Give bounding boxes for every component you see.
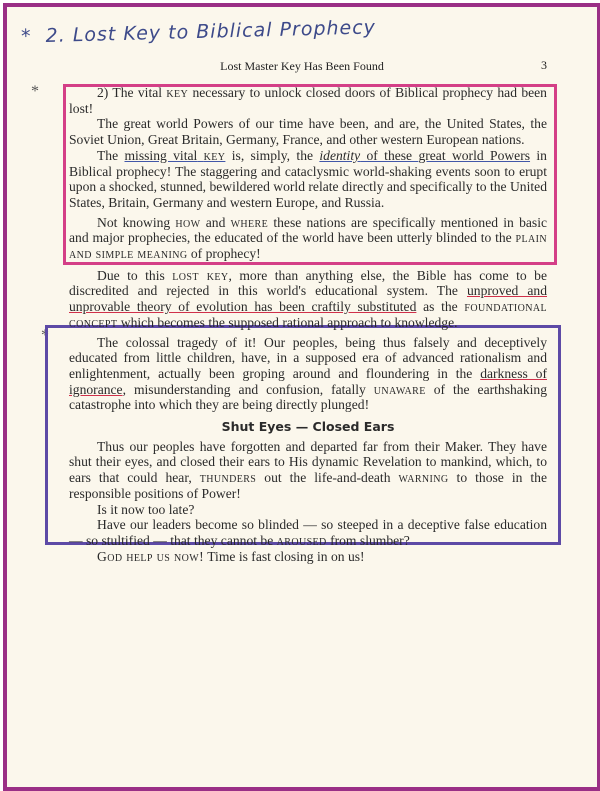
paragraph-7: Thus our peoples have forgotten and departed far from their Maker. They have shut their eyes, and closed their ears to His dynamic Revelation to mankind, which, to ears that could hear, thunders out the life-and-death warning to those in the responsible positions of Power! bbox=[69, 438, 548, 501]
page-number: 3 bbox=[541, 58, 547, 72]
paragraph-4: Not knowing how and where these nations are specifically mentioned in basic and major prophecies, the educated of the world have been utterly blinded to the plain and simple meaning of prophecy! bbox=[69, 214, 548, 262]
asterisk-mark-2: * bbox=[41, 327, 49, 344]
paragraph-9: Have our leaders become so blinded — so steeped in a deceptive false education — so stultified — that they cannot be aroused from slumber? bbox=[69, 517, 547, 548]
paragraph-8: Is it now too late? bbox=[97, 501, 195, 517]
section-heading: Shut Eyes — Closed Ears bbox=[221, 419, 395, 435]
handwritten-title-text: 2. Lost Key to Biblical Prophecy bbox=[45, 16, 377, 47]
paragraph-5: Due to this lost key, more than anything else, the Bible has come to be discredited and rejected in this world's educational system. The unproved and unprovable theory of evolution has been craftily substituted as the foundational concept which becomes the supposed rational approach to knowledge. bbox=[69, 267, 547, 330]
article-body bbox=[69, 85, 547, 564]
asterisk-mark: * bbox=[20, 25, 32, 48]
paragraph-1: 2) The vital key necessary to unlock closed doors of Biblical prophecy had been lost! bbox=[69, 85, 547, 116]
running-header: Lost Master Key Has Been Found bbox=[220, 59, 384, 73]
paragraph-3: The missing vital key is, simply, the identity of these great world Powers in Biblical prophecy! The staggering and cataclysmic world-shaking events soon to erupt upon a shocked, stunned, bewildered world relate directly and specifically to the United States, Britain, Germany and western Europe, and Russia. bbox=[69, 147, 547, 210]
asterisk-mark-1: * bbox=[31, 83, 39, 100]
page-frame bbox=[3, 3, 600, 791]
paragraph-2: The great world Powers of our time have been, and are, the United States, the Soviet Union, Great Britain, Germany, France, and other western European nations. bbox=[69, 116, 547, 148]
handwritten-title bbox=[21, 16, 376, 47]
paragraph-10: God help us now! Time is fast closing in on us! bbox=[97, 548, 365, 564]
paragraph-6: The colossal tragedy of it! Our peoples, being thus falsely and deceptively educated from little children, have, in a supposed era of advanced rationalism and enlightenment, actually been groping around and floundering in the darkness of ignorance, misunderstanding and confusion, fatally unaware of the earthshaking catastrophe into which they are being directly plunged! bbox=[69, 334, 547, 413]
